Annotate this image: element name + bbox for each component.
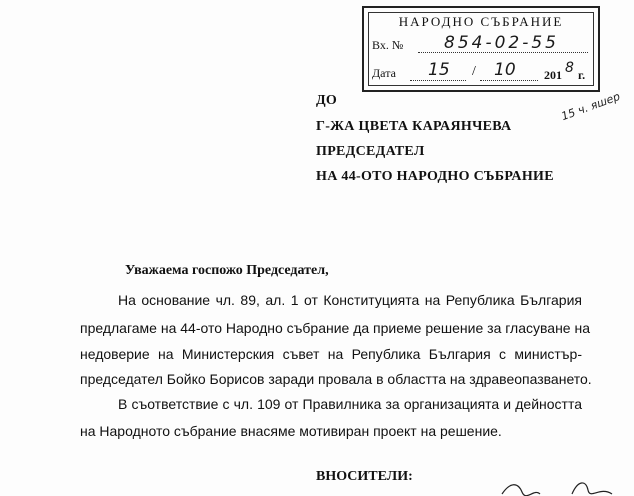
paragraph-1-line-3: недоверие на Министерския съвет на Република България с министър- — [80, 346, 582, 362]
salutation: Уважаема госпожо Председател, — [125, 263, 329, 278]
stamp-title: НАРОДНО СЪБРАНИЕ — [398, 14, 564, 29]
margin-note: 15 ч. яшер — [559, 89, 622, 124]
stamp-month-line — [480, 80, 538, 81]
stamp-year-prefix: 201 — [544, 68, 562, 82]
registration-stamp — [362, 6, 600, 92]
address-line-2: Г-ЖА ЦВЕТА КАРАЯНЧЕВА — [316, 119, 512, 134]
signers-heading: ВНОСИТЕЛИ: — [316, 469, 413, 484]
stamp-year-suffix: 8 — [565, 60, 574, 76]
signature-scribble — [500, 478, 620, 496]
stamp-date-label: Дата — [372, 66, 396, 80]
stamp-date-month: 10 — [494, 60, 516, 80]
stamp-reg-number: 854-02-55 — [444, 33, 559, 53]
address-line-4: НА 44-ОТО НАРОДНО СЪБРАНИЕ — [316, 169, 554, 184]
paragraph-1-line-1: На основание чл. 89, ал. 1 от Конституцията на Република България — [118, 292, 582, 308]
paragraph-2-line-2: на Народното събрание внасяме мотивиран проект на решение. — [80, 423, 502, 439]
paragraph-2-line-1: В съответствие с чл. 109 от Правилника за организацията и дейността — [118, 396, 582, 412]
address-line-3: ПРЕДСЕДАТЕЛ — [316, 144, 425, 159]
stamp-date-day: 15 — [428, 60, 450, 80]
paragraph-1-line-2: предлагаме на 44-ото Народно събрание да приеме решение за гласуване на — [80, 320, 590, 336]
paragraph-1-line-4: председател Бойко Борисов заради провала в областта на здравеопазването. — [80, 371, 592, 387]
stamp-year-end: г. — [578, 68, 586, 82]
stamp-date-slash: / — [472, 64, 476, 79]
stamp-day-line — [410, 80, 466, 81]
address-line-1: ДО — [316, 93, 338, 108]
stamp-reg-label: Вх. № — [372, 38, 404, 52]
